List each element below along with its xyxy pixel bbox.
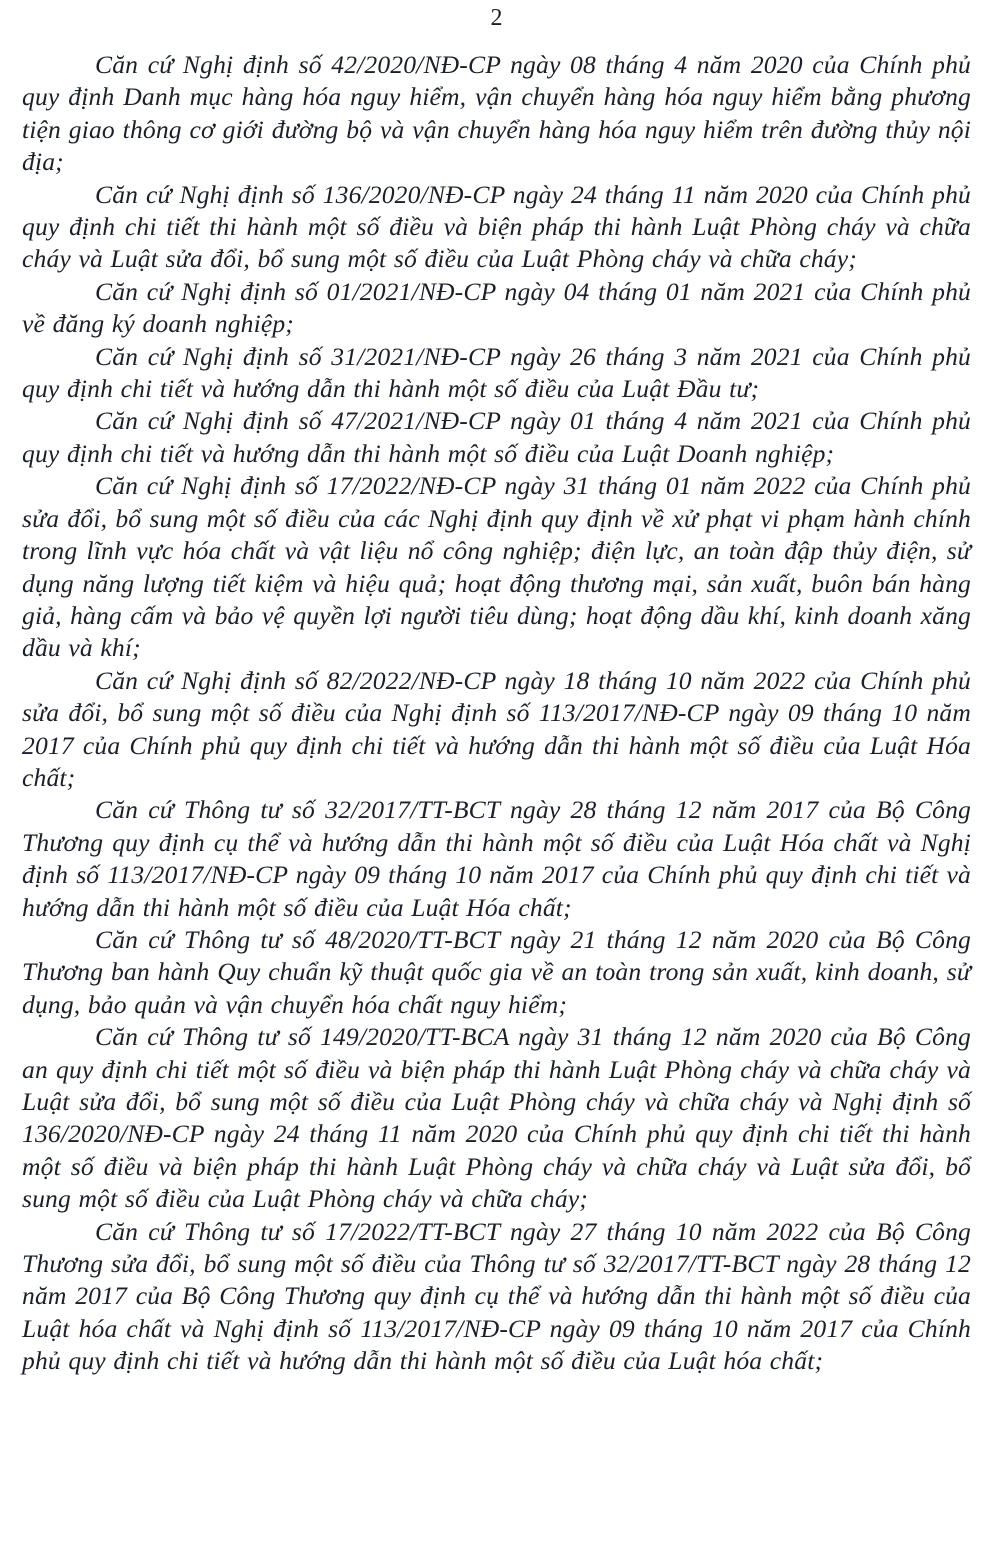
legal-basis-list [22, 49, 971, 1378]
legal-basis-clause: Căn cứ Thông tư số 48/2020/TT-BCT ngày 21 tháng 12 năm 2020 của Bộ Công Thương ban hành Quy chuẩn kỹ thuật quốc gia về an toàn trong sản xuất, kinh doanh, sử dụng, bảo quản và vận chuyển hóa chất nguy hiểm; [22, 924, 971, 1019]
legal-basis-clause: Căn cứ Nghị định số 01/2021/NĐ-CP ngày 04 tháng 01 năm 2021 của Chính phủ về đăng ký doanh nghiệp; [22, 276, 971, 339]
page-number: 2 [490, 5, 503, 31]
legal-basis-clause: Căn cứ Thông tư số 17/2022/TT-BCT ngày 27 tháng 10 năm 2022 của Bộ Công Thương sửa đổi, bổ sung một số điều của Thông tư số 32/2017/TT-BCT ngày 28 tháng 12 năm 2017 của Bộ Công Thương quy định cụ thể và hướng dẫn thi hành một số điều của Luật hóa chất và Nghị định số 113/2017/NĐ-CP ngày 09 tháng 10 năm 2017 của Chính phủ quy định chi tiết và hướng dẫn thi hành một số điều của Luật hóa chất; [22, 1216, 971, 1376]
legal-basis-clause: Căn cứ Nghị định số 42/2020/NĐ-CP ngày 08 tháng 4 năm 2020 của Chính phủ quy định Danh mục hàng hóa nguy hiểm, vận chuyển hàng hóa nguy hiểm bằng phương tiện giao thông cơ giới đường bộ và vận chuyển hàng hóa nguy hiểm trên đường thủy nội địa; [22, 50, 971, 177]
legal-basis-clause: Căn cứ Nghị định số 82/2022/NĐ-CP ngày 18 tháng 10 năm 2022 của Chính phủ sửa đổi, bổ sung một số điều của Nghị định số 113/2017/NĐ-CP ngày 09 tháng 10 năm 2017 của Chính phủ quy định chi tiết và hướng dẫn thi hành một số điều của Luật Hóa chất; [22, 665, 971, 792]
legal-basis-clause: Căn cứ Nghị định số 47/2021/NĐ-CP ngày 01 tháng 4 năm 2021 của Chính phủ quy định chi tiết và hướng dẫn thi hành một số điều của Luật Doanh nghiệp; [22, 406, 971, 468]
legal-basis-clause: Căn cứ Nghị định số 136/2020/NĐ-CP ngày 24 tháng 11 năm 2020 của Chính phủ quy định chi tiết thi hành một số điều và biện pháp thi hành Luật Phòng cháy và chữa cháy và Luật sửa đổi, bổ sung một số điều của Luật Phòng cháy và chữa cháy; [22, 179, 971, 274]
legal-basis-clause: Căn cứ Nghị định số 17/2022/NĐ-CP ngày 31 tháng 01 năm 2022 của Chính phủ sửa đổi, bổ sung một số điều của các Nghị định quy định về xử phạt vi phạm hành chính trong lĩnh vực hóa chất và vật liệu nổ công nghiệp; điện lực, an toàn đập thủy điện, sử dụng năng lượng tiết kiệm và hiệu quả; hoạt động thương mại, sản xuất, buôn bán hàng giả, hàng cấm và bảo vệ quyền lợi người tiêu dùng; hoạt động dầu khí, kinh doanh xăng dầu và khí; [22, 471, 971, 663]
legal-basis-clause: Căn cứ Nghị định số 31/2021/NĐ-CP ngày 26 tháng 3 năm 2021 của Chính phủ quy định chi tiết và hướng dẫn thi hành một số điều của Luật Đầu tư; [22, 341, 971, 404]
legal-basis-clause: Căn cứ Thông tư số 149/2020/TT-BCA ngày 31 tháng 12 năm 2020 của Bộ Công an quy định chi tiết một số điều và biện pháp thi hành Luật Phòng cháy và chữa cháy và Luật sửa đổi, bổ sung một số điều của Luật Phòng cháy và chữa cháy và Nghị định số 136/2020/NĐ-CP ngày 24 tháng 11 năm 2020 của Chính phủ quy định chi tiết thi hành một số điều và biện pháp thi hành Luật Phòng cháy và chữa cháy và Luật sửa đổi, bổ sung một số điều của Luật Phòng cháy và chữa cháy; [22, 1022, 971, 1214]
legal-basis-clause: Căn cứ Thông tư số 32/2017/TT-BCT ngày 28 tháng 12 năm 2017 của Bộ Công Thương quy định cụ thể và hướng dẫn thi hành một số điều của Luật Hóa chất và Nghị định số 113/2017/NĐ-CP ngày 09 tháng 10 năm 2017 của Chính phủ quy định chi tiết và hướng dẫn thi hành một số điều của Luật Hóa chất; [22, 795, 971, 922]
